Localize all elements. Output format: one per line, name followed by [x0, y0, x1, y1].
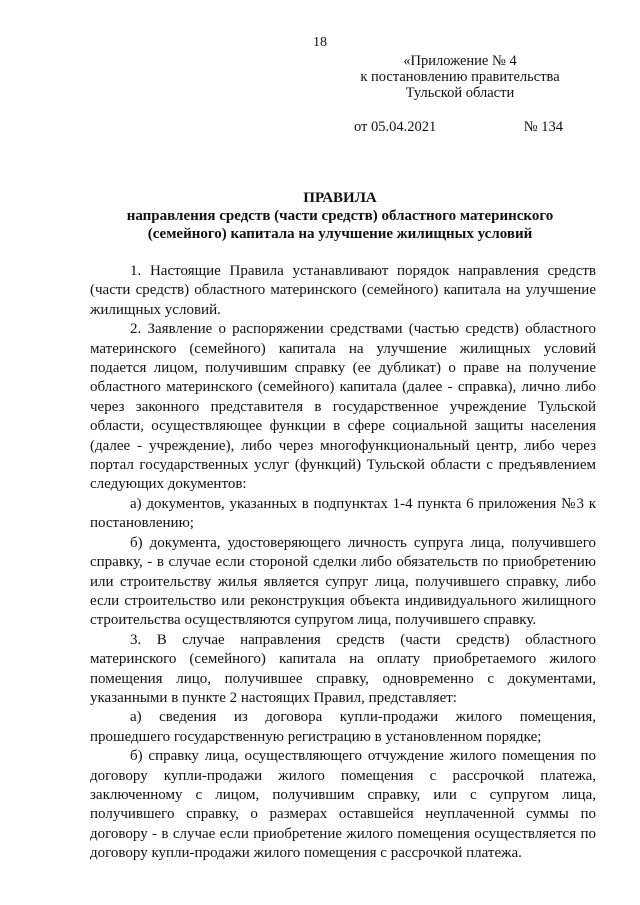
- paragraph-3: 3. В случае направления средств (части средств) областного материнского (семейного) капитала на оплату приобретаемого жилого помещения лицо, получившее справку, одновременно с документами, указанными в пункте 2 настоящих Правил, представляет:: [90, 631, 596, 706]
- paragraph-3a: а) сведения из договора купли-продажи жилого помещения, прошедшего государственную регистрацию в установленном порядке;: [90, 709, 596, 745]
- title-line-2: направления средств (части средств) областного материнского: [126, 208, 554, 224]
- appendix-line-2: к постановлению правительства: [360, 69, 560, 85]
- appendix-header: [355, 53, 565, 101]
- paragraph-3b: б) справку лица, осуществляющего отчуждение жилого помещения по договору купли-продажи жилого помещения с рассрочкой платежа, заключенному с лицом, получившим справку, или с супругом лица, получившего справку, о размерах оставшейся неуплаченной суммы по договору - в случае если приобретение жилого помещения осуществляется по договору купли-продажи жилого помещения с рассрочкой платежа.: [90, 748, 596, 862]
- page-number: 18: [313, 35, 327, 50]
- paragraph-2b: б) документа, удостоверяющего личность супруга лица, получившего справку, - в случае если стороной сделки либо обязательств по приобретению или строительству жилья является супруг лица, получившего справку, либо если строительство или реконструкция объекта индивидуального жилищного строительства осуществляются супругом лица, получившего справку.: [90, 534, 596, 629]
- resolution-number: № 134: [523, 119, 563, 135]
- paragraph-1: 1. Настоящие Правила устанавливают порядок направления средств (части средств) областного материнского (семейного) капитала на улучшение жилищных условий.: [90, 263, 596, 318]
- appendix-line-1: «Приложение № 4: [403, 53, 517, 69]
- document-title: [90, 189, 590, 243]
- resolution-date: от 05.04.2021: [354, 119, 437, 135]
- title-line-3: (семейного) капитала на улучшение жилищных условий: [147, 226, 533, 242]
- title-main: ПРАВИЛА: [303, 190, 377, 206]
- paragraph-2a: а) документов, указанных в подпунктах 1-4 пункта 6 приложения №3 к постановлению;: [90, 495, 596, 532]
- document-body: [90, 262, 596, 864]
- paragraph-2: 2. Заявление о распоряжении средствами (частью средств) областного материнского (семейного) капитала на улучшение жилищных условий подается лицом, получившим справку (ее дубликат) о праве на получение областного материнского (семейного) капитала (далее - справка), лично либо через законного представителя в государственное учреждение Тульской области, осуществляющее функции в сфере социальной защиты населения (далее - учреждение), либо через многофункциональный центр, либо через портал государственных услуг (функций) Тульской области с предъявлением следующих документов:: [90, 321, 596, 493]
- appendix-line-3: Тульской области: [405, 85, 515, 101]
